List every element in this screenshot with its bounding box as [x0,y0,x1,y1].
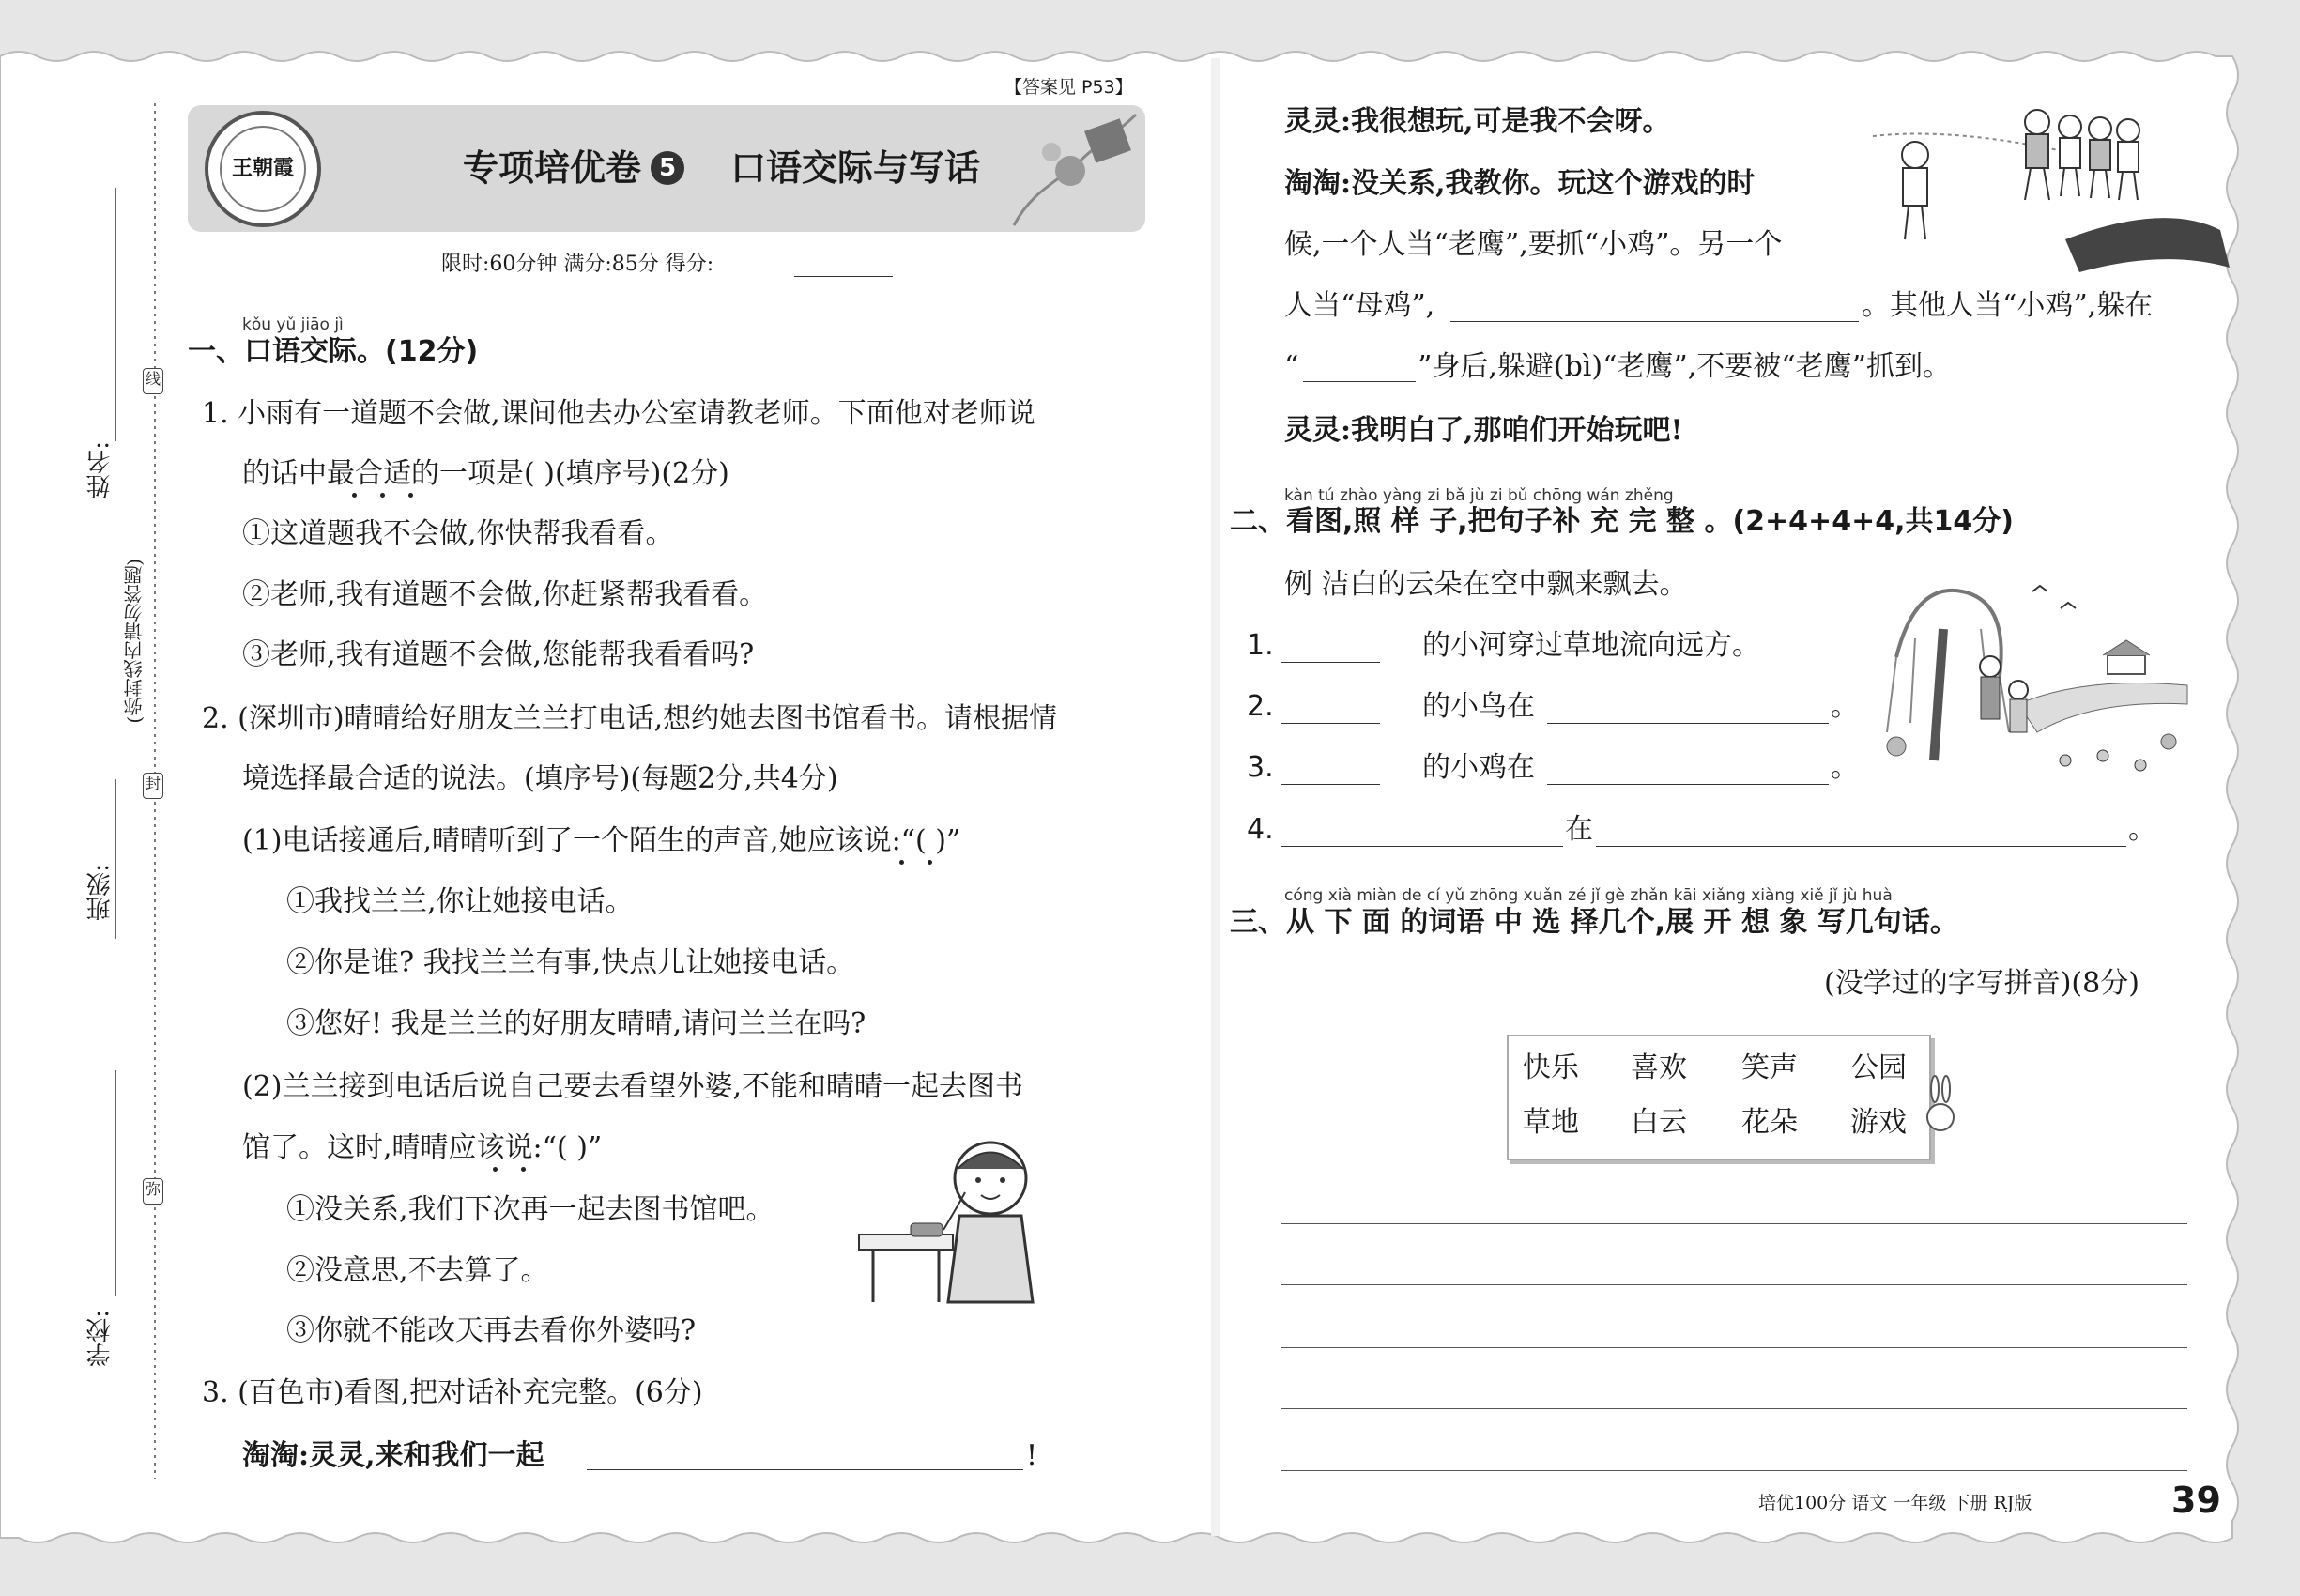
item2-mid: 的小鸟在 [1422,690,1535,723]
title-number-badge [651,151,684,185]
brand-logo [205,111,321,227]
q3-answer-blank-3[interactable] [1303,381,1416,382]
q3-taotao-2-line3a: 人当“母鸡”, [1284,289,1435,322]
item3-number: 3. [1247,751,1274,784]
section2-pinyin: kàn tú zhào yàng zi bǎ jù zi bǔ chōng wán zhěng [1284,486,1674,505]
item3-end: 。 [1831,751,1859,784]
q2-sub1-option-1: ①我找兰兰,你让她接电话。 [286,885,634,918]
word-kuaile: 快乐 [1523,1051,1579,1084]
q3-taotao-1-end: ! [1026,1439,1038,1472]
writing-line-5[interactable] [1281,1470,2187,1471]
item2-blank-b[interactable] [1547,723,1829,724]
emphasis-dot [928,860,932,865]
item1-blank[interactable] [1281,662,1380,663]
river-scene-illustration [1878,573,2197,784]
emphasis-dot [352,493,357,498]
writing-line-1[interactable] [1281,1223,2187,1224]
word-bank [1507,1035,1931,1160]
section2-example: 例 洁白的云朵在空中飘来飘去。 [1284,568,1688,601]
word-caodi: 草地 [1523,1106,1579,1139]
writing-line-2[interactable] [1281,1284,2187,1285]
emphasis-dot [493,1167,498,1172]
q2-sub1-option-3: ③您好! 我是兰兰的好朋友晴晴,请问兰兰在吗? [286,1007,866,1040]
seal-mark-feng: 封 [143,773,163,799]
q3-taotao-2-line2: 候,一个人当“老鹰”,要抓“小鸡”。另一个 [1284,228,1783,261]
score-blank [794,276,893,277]
answer-reference: 【答案见 P53】 [1004,77,1133,98]
title-number: 5 [658,154,677,182]
section3-heading: 三、从 下 面 的词语 中 选 择几个,展 开 想 象 写几句话。 [1230,906,1958,939]
seal-mark-mi: 弥 [143,1178,163,1205]
q1-line1: 1. 小雨有一道题不会做,课间他去办公室请教老师。下面他对老师说 [202,397,1035,430]
q1-option-1: ①这道题我不会做,你快帮我看看。 [242,517,674,550]
page-title-topic: 口语交际与写话 [730,147,981,189]
item3-mid: 的小鸡在 [1422,751,1535,784]
school-label: 学校: [86,1310,115,1367]
q3-taotao-2-line4b: ”身后,躲避(bì)“老鹰”,不要被“老鹰”抓到。 [1418,350,1951,383]
q2-sub1-option-2: ②你是谁? 我找兰兰有事,快点儿让她接电话。 [286,946,855,979]
girl-phone-illustration [854,1141,1061,1305]
q2-sub2-line2: 馆了。这时,晴晴应该说:“( )” [242,1131,603,1164]
footer-book-info: 培优100分 语文 一年级 下册 RJ版 [1758,1493,2032,1513]
item1-text: 的小河穿过草地流向远方。 [1422,629,1760,662]
item4-number: 4. [1247,813,1274,846]
section3-pinyin: cóng xià miàn de cí yǔ zhōng xuǎn zé jǐ gè zhǎn kāi xiǎng xiàng xiě jǐ jù huà [1284,886,1893,905]
word-xihuan: 喜欢 [1631,1051,1687,1084]
q3-taotao-1: 淘淘:灵灵,来和我们一起 [242,1439,544,1472]
item4-blank-b[interactable] [1596,846,2126,847]
seal-note: (弥封线内请勿答题) [123,559,146,724]
class-label: 班级: [86,864,115,921]
item1-number: 1. [1247,629,1274,662]
q3-taotao-2-line1: 淘淘:没关系,我教你。玩这个游戏的时 [1284,167,1756,200]
word-gongyuan: 公园 [1850,1051,1907,1084]
children-playing-illustration [1863,99,2239,277]
word-huaduo: 花朵 [1741,1106,1798,1139]
seal-mark-xian: 线 [143,368,163,394]
emphasis-dot [380,493,385,498]
page-title-prefix: 专项培优卷 [463,147,642,189]
section2-heading: 二、看图,照 样 子,把句子补 充 完 整 。(2+4+4+4,共14分) [1230,505,2014,538]
emphasis-dot [408,493,413,498]
emphasis-dot [521,1167,526,1172]
section3-note: (没学过的字写拼音)(8分) [1824,967,2139,1000]
item4-blank-a[interactable] [1281,846,1563,847]
item2-end: 。 [1831,690,1859,723]
q2-sub2-option-2: ②没意思,不去算了。 [286,1254,549,1287]
q3-lingling-2: 灵灵:我明白了,那咱们开始玩吧! [1284,414,1683,447]
item4-end: 。 [2128,813,2156,846]
q3-taotao-2-line4a: “ [1284,350,1299,383]
item3-blank-b[interactable] [1547,784,1829,785]
writing-line-4[interactable] [1281,1408,2187,1409]
word-baiyun: 白云 [1631,1106,1687,1139]
q2-sub2-line1: (2)兰兰接到电话后说自己要去看望外婆,不能和晴晴一起去图书 [242,1070,1024,1103]
rabbit-icon [1920,1070,1967,1136]
page-number: 39 [2171,1480,2221,1521]
q2-line2: 境选择最合适的说法。(填序号)(每题2分,共4分) [242,762,838,795]
name-label: 姓名: [86,441,115,499]
q2-line1: 2. (深圳市)晴晴给好朋友兰兰打电话,想约她去图书馆看书。请根据情 [202,702,1058,735]
q2-sub2-option-1: ①没关系,我们下次再一起去图书馆吧。 [286,1193,774,1226]
writing-line-3[interactable] [1281,1347,2187,1348]
exam-meta: 限时:60分钟 满分:85分 得分: [441,253,714,276]
item2-blank-a[interactable] [1281,723,1380,724]
q3-line1: 3. (百色市)看图,把对话补充完整。(6分) [202,1376,703,1409]
q1-option-3: ③老师,我有道题不会做,您能帮我看看吗? [242,638,755,671]
emphasis-dot [899,860,904,865]
item3-blank-a[interactable] [1281,784,1380,785]
section1-pinyin: kǒu yǔ jiāo jì [242,315,344,334]
section1-heading: 一、口语交际。(12分) [188,335,479,368]
word-xiaosheng: 笑声 [1741,1051,1798,1084]
q3-lingling-1: 灵灵:我很想玩,可是我不会呀。 [1284,105,1671,138]
word-youxi: 游戏 [1850,1106,1907,1139]
logo-text: 王朝霞 [231,156,294,180]
q1-option-2: ②老师,我有道题不会做,你赶紧帮我看看。 [242,578,768,611]
header-illustration [995,86,1145,227]
q2-sub2-option-3: ③你就不能改天再去看你外婆吗? [286,1314,697,1347]
q3-answer-blank-2[interactable] [1450,321,1859,322]
q3-answer-blank-1[interactable] [587,1469,1023,1470]
item4-mid: 在 [1565,813,1593,846]
q1-line2: 的话中最合适的一项是( )(填序号)(2分) [242,457,729,490]
q2-sub1: (1)电话接通后,晴晴听到了一个陌生的声音,她应该说:“( )” [242,824,961,857]
q3-taotao-2-line3b: 。其他人当“小鸡”,躲在 [1862,289,2154,322]
item2-number: 2. [1247,690,1274,723]
